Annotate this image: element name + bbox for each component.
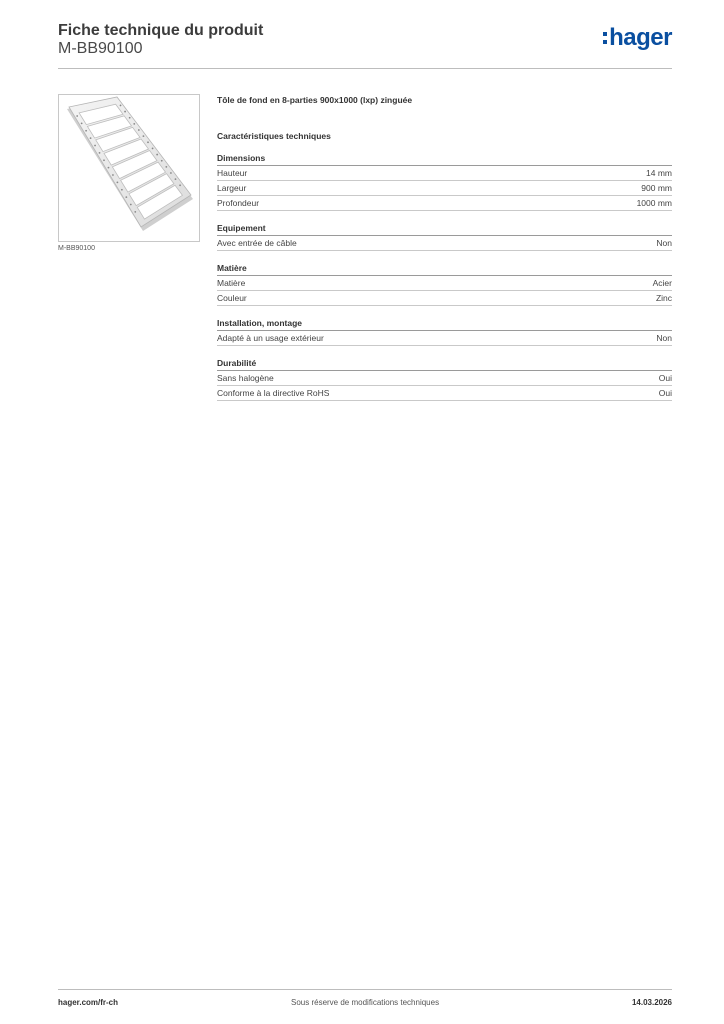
mounting-hole <box>90 137 92 139</box>
mounting-hole <box>170 172 172 174</box>
hager-logo <box>603 26 672 50</box>
logo-text: hager <box>609 24 672 51</box>
spec-group <box>217 318 672 346</box>
spec-groups <box>217 153 672 401</box>
product-name: Tôle de fond en 8-parties 900x1000 (lxp) zinguée <box>217 95 413 105</box>
spec-label: Matière <box>217 278 246 288</box>
spec-group <box>217 358 672 401</box>
mounting-hole <box>130 204 132 206</box>
mounting-hole <box>156 154 158 156</box>
page-header <box>58 20 672 68</box>
product-details <box>217 95 672 401</box>
spec-value: 1000 mm <box>636 198 672 208</box>
spec-group-title: Installation, montage <box>217 318 672 331</box>
spec-row <box>217 331 672 346</box>
spec-group <box>217 223 672 251</box>
mounting-hole <box>143 135 145 137</box>
mounting-hole <box>125 196 127 198</box>
spec-label: Largeur <box>217 183 247 193</box>
mounting-hole <box>124 111 126 113</box>
spec-label: Adapté à un usage extérieur <box>217 333 324 343</box>
spec-row <box>217 291 672 306</box>
spec-row <box>217 196 672 211</box>
image-caption: M-BB90100 <box>58 245 95 252</box>
spec-row <box>217 371 672 386</box>
mounting-hole <box>94 145 96 147</box>
footer-website[interactable]: hager.com/fr-ch <box>58 998 119 1007</box>
mounting-hole <box>103 159 105 161</box>
footer-divider <box>58 989 672 990</box>
spec-label: Sans halogène <box>217 373 274 383</box>
spec-group-title: Equipement <box>217 223 672 236</box>
spec-value: Oui <box>658 373 672 383</box>
spec-row <box>217 236 672 251</box>
mounting-hole <box>85 130 87 132</box>
spec-value: Non <box>656 333 672 343</box>
spec-group-title: Dimensions <box>217 153 672 166</box>
spec-label: Profondeur <box>217 198 260 208</box>
spec-group <box>217 263 672 306</box>
header-divider <box>58 68 672 69</box>
mounting-hole <box>108 167 110 169</box>
spec-row <box>217 276 672 291</box>
logo-colon-icon <box>603 32 607 44</box>
spec-label: Hauteur <box>217 168 248 178</box>
spec-value: Acier <box>652 278 672 288</box>
mounting-hole <box>76 115 78 117</box>
mounting-hole <box>161 160 163 162</box>
spec-value: Oui <box>658 388 672 398</box>
mounting-hole <box>138 129 140 131</box>
mounting-hole <box>121 189 123 191</box>
mounting-hole <box>129 117 131 119</box>
spec-value: 14 mm <box>646 168 672 178</box>
spec-row <box>217 166 672 181</box>
spec-group-title: Durabilité <box>217 358 672 371</box>
spec-label: Conforme à la directive RoHS <box>217 388 330 398</box>
mounting-hole <box>133 123 135 125</box>
mounting-hole <box>165 166 167 168</box>
product-reference: M-BB90100 <box>58 40 143 57</box>
mounting-hole <box>112 174 114 176</box>
document-title: Fiche technique du produit <box>58 22 264 39</box>
spec-row <box>217 386 672 401</box>
spec-value: 900 mm <box>641 183 672 193</box>
spec-row <box>217 181 672 196</box>
mounting-hole <box>152 148 154 150</box>
mounting-hole <box>134 211 136 213</box>
mounting-plate-illustration <box>59 95 199 241</box>
spec-group <box>217 153 672 211</box>
specs-heading: Caractéristiques techniques <box>217 131 331 141</box>
mounting-hole <box>179 184 181 186</box>
mounting-hole <box>147 141 149 143</box>
mounting-hole <box>175 178 177 180</box>
mounting-hole <box>99 152 101 154</box>
spec-label: Couleur <box>217 293 247 303</box>
mounting-hole <box>81 122 83 124</box>
spec-value: Zinc <box>655 293 672 303</box>
spec-group-title: Matière <box>217 263 672 276</box>
spec-label: Avec entrée de câble <box>217 238 297 248</box>
footer-date: 14.03.2026 <box>631 998 672 1007</box>
product-image <box>58 94 200 242</box>
footer-note: Sous réserve de modifications techniques <box>291 998 440 1007</box>
spec-value: Non <box>656 238 672 248</box>
mounting-hole <box>116 181 118 183</box>
mounting-hole <box>120 105 122 107</box>
